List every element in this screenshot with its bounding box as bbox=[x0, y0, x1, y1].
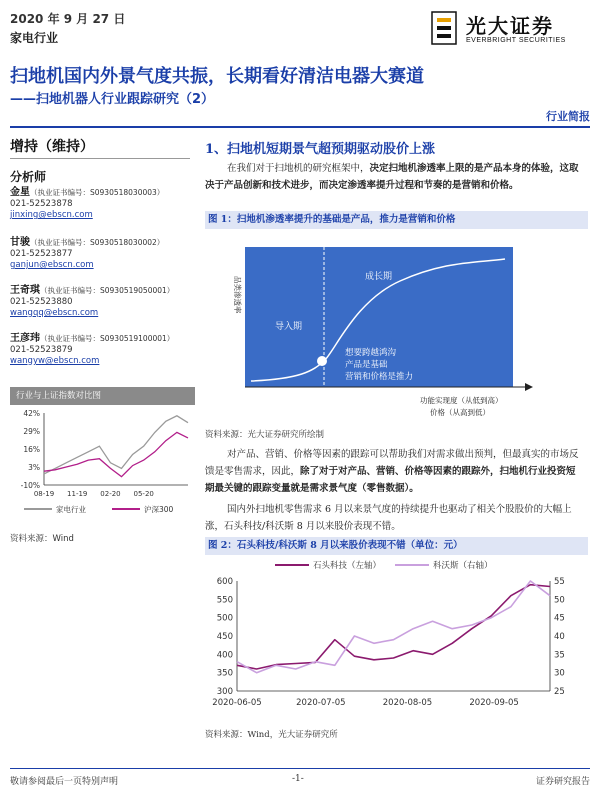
analyst-phone: 021-52523880 bbox=[10, 297, 73, 307]
x-arrow-icon bbox=[525, 383, 533, 391]
paragraph-3 bbox=[205, 501, 585, 535]
mini-x-tick: 11-19 bbox=[67, 490, 88, 498]
analyst-cert: （执业证书编号：S0930518030003） bbox=[30, 188, 165, 197]
footer-divider bbox=[10, 768, 590, 769]
right-y-tick: 50 bbox=[554, 595, 565, 606]
rating-divider bbox=[10, 158, 190, 159]
mini-y-tick: 3% bbox=[28, 463, 40, 472]
series-line bbox=[237, 581, 550, 673]
stock-price-chart bbox=[205, 557, 590, 727]
mini-y-tick: 42% bbox=[23, 409, 40, 418]
logo-mark-icon bbox=[428, 10, 460, 46]
paragraph-3-text: 国内外扫地机零售需求 6 月以来景气度的持续提升也驱动了相关个股股价的大幅上涨，石头科技/科沃斯 8 月以来股价表现不错。 bbox=[205, 504, 572, 532]
legend-label: 石头科技（左轴） bbox=[313, 561, 382, 571]
rating: 增持（维持） bbox=[10, 139, 94, 155]
analyst-email[interactable]: jinxing@ebscn.com bbox=[10, 210, 93, 220]
report-title: 扫地机国内外景气度共振，长期看好清洁电器大赛道 bbox=[10, 66, 424, 87]
analyst-name: 王彦玮 bbox=[10, 333, 40, 344]
report-date: 2020 年 9 月 27 日 bbox=[10, 12, 126, 26]
mini-x-tick: 08-19 bbox=[33, 490, 55, 498]
x-tick: 2020-08-05 bbox=[382, 698, 433, 708]
footer-report-label: 证券研究报告 bbox=[535, 777, 590, 787]
paragraph-1-bold: 决定扫地机渗透率上限的是产品本身的体验，这取决于产品创新和技术进步，而决定渗透率提升过程和节奏的是营销和价格。 bbox=[205, 163, 579, 191]
report-type: 行业简报 bbox=[546, 110, 590, 123]
mini-y-tick: 16% bbox=[23, 445, 40, 454]
x-tick: 2020-07-05 bbox=[296, 698, 346, 708]
analyst-card bbox=[10, 237, 195, 271]
logo-text-en: EVERBRIGHT SECURITIES bbox=[466, 37, 566, 44]
mini-series-line bbox=[44, 416, 188, 474]
diagram-xlabel-2: 价格（从高到低） bbox=[430, 408, 490, 417]
chasm-point bbox=[317, 356, 327, 366]
mini-legend-label: 家电行业 bbox=[56, 505, 86, 514]
stage-intro-label: 导入期 bbox=[275, 322, 303, 332]
diagram-xlabel-1: 功能实现度（从低到高） bbox=[420, 396, 503, 405]
x-tick: 2020-09-05 bbox=[469, 698, 519, 708]
paragraph-1 bbox=[205, 160, 585, 194]
diagram-box-line-1: 想要跨越鸿沟 bbox=[345, 348, 397, 358]
mini-chart-title: 行业与上证指数对比图 bbox=[10, 387, 195, 405]
left-y-tick: 450 bbox=[216, 632, 233, 642]
analyst-email[interactable]: ganjun@ebscn.com bbox=[10, 260, 94, 270]
analyst-email[interactable]: wangyw@ebscn.com bbox=[10, 356, 100, 366]
logo-text-cn: 光大证券 bbox=[466, 14, 554, 38]
left-y-tick: 500 bbox=[216, 613, 233, 624]
penetration-diagram bbox=[205, 231, 585, 423]
company-logo bbox=[428, 10, 588, 48]
left-y-tick: 350 bbox=[216, 668, 233, 679]
paragraph-1-text: 在我们对于扫地机的研究框架中， bbox=[227, 163, 370, 174]
right-y-tick: 40 bbox=[554, 632, 565, 642]
mini-series-line bbox=[44, 432, 188, 476]
page-number: -1- bbox=[292, 774, 304, 784]
mini-chart-svg bbox=[10, 405, 195, 530]
section-heading: 1、扫地机短期景气超预期驱动股价上涨 bbox=[205, 142, 436, 157]
stage-growth-label: 成长期 bbox=[365, 272, 393, 282]
right-y-tick: 25 bbox=[554, 687, 565, 697]
figure-2-source: 资料来源：Wind，光大证券研究所 bbox=[205, 730, 338, 740]
paragraph-2-bold: 除了对于对产品、营销、价格等因素的跟踪外，扫地机行业投资短期最关键的跟踪变量就是需求景气度（零售数据）。 bbox=[205, 466, 576, 494]
mini-x-tick: 05-20 bbox=[133, 490, 154, 498]
diagram-box-line-3: 营销和价格是推力 bbox=[345, 372, 414, 382]
analyst-name: 甘骏 bbox=[10, 237, 30, 248]
left-y-tick: 600 bbox=[216, 577, 233, 587]
mini-y-tick: 29% bbox=[23, 427, 40, 436]
industry-label: 家电行业 bbox=[10, 31, 59, 45]
analyst-card bbox=[10, 333, 195, 367]
diagram-box-line-2: 产品是基础 bbox=[345, 360, 388, 370]
right-y-tick: 55 bbox=[554, 577, 565, 587]
analyst-cert: （执业证书编号：S0930519050001） bbox=[40, 286, 175, 295]
right-y-tick: 35 bbox=[554, 650, 565, 661]
analyst-cert: （执业证书编号：S0930518030002） bbox=[30, 238, 165, 247]
analyst-phone: 021-52523878 bbox=[10, 199, 73, 209]
left-y-tick: 300 bbox=[216, 687, 233, 697]
figure-1-source: 资料来源：光大证券研究所绘制 bbox=[205, 430, 325, 440]
analyst-phone: 021-52523877 bbox=[10, 249, 73, 259]
legend-label: 科沃斯（右轴） bbox=[433, 561, 493, 571]
figure-1-caption: 图 1：扫地机渗透率提升的基础是产品，推力是营销和价格 bbox=[205, 211, 588, 229]
right-y-tick: 45 bbox=[554, 613, 565, 624]
left-y-tick: 400 bbox=[216, 650, 233, 661]
mini-y-tick: -10% bbox=[20, 481, 40, 490]
mini-legend-label: 沪深300 bbox=[144, 505, 174, 514]
diagram-ylabel: 品类渗透率 bbox=[233, 276, 242, 314]
left-y-tick: 550 bbox=[216, 595, 233, 606]
right-y-tick: 30 bbox=[554, 668, 565, 679]
series-line bbox=[237, 585, 550, 669]
figure-2-caption: 图 2：石头科技/科沃斯 8 月以来股价表现不错（单位：元） bbox=[205, 537, 588, 555]
paragraph-2 bbox=[205, 446, 585, 497]
paragraph-2-text: 对产品、营销、价格等因素的跟踪可以帮助我们对需求做出预判，但最真实的市场反馈是零售需求，因此， bbox=[205, 449, 579, 477]
analyst-card bbox=[10, 285, 195, 319]
footer-disclaimer: 敬请参阅最后一页特别声明 bbox=[10, 777, 119, 787]
header-divider bbox=[10, 126, 590, 128]
analyst-name: 金星 bbox=[10, 187, 30, 198]
analyst-email[interactable]: wangqq@ebscn.com bbox=[10, 308, 99, 318]
mini-comparison-chart bbox=[10, 387, 195, 530]
analyst-phone: 021-52523879 bbox=[10, 345, 73, 355]
mini-x-tick: 02-20 bbox=[100, 490, 121, 498]
report-subtitle: ——扫地机器人行业跟踪研究（2） bbox=[10, 92, 215, 107]
analyst-cert: （执业证书编号：S0930519100001） bbox=[40, 334, 175, 343]
analyst-card bbox=[10, 187, 195, 221]
mini-chart-source: 资料来源：Wind bbox=[10, 534, 74, 544]
analyst-heading: 分析师 bbox=[10, 170, 47, 184]
analyst-name: 王奇琪 bbox=[10, 285, 40, 296]
x-tick: 2020-06-05 bbox=[212, 698, 262, 708]
